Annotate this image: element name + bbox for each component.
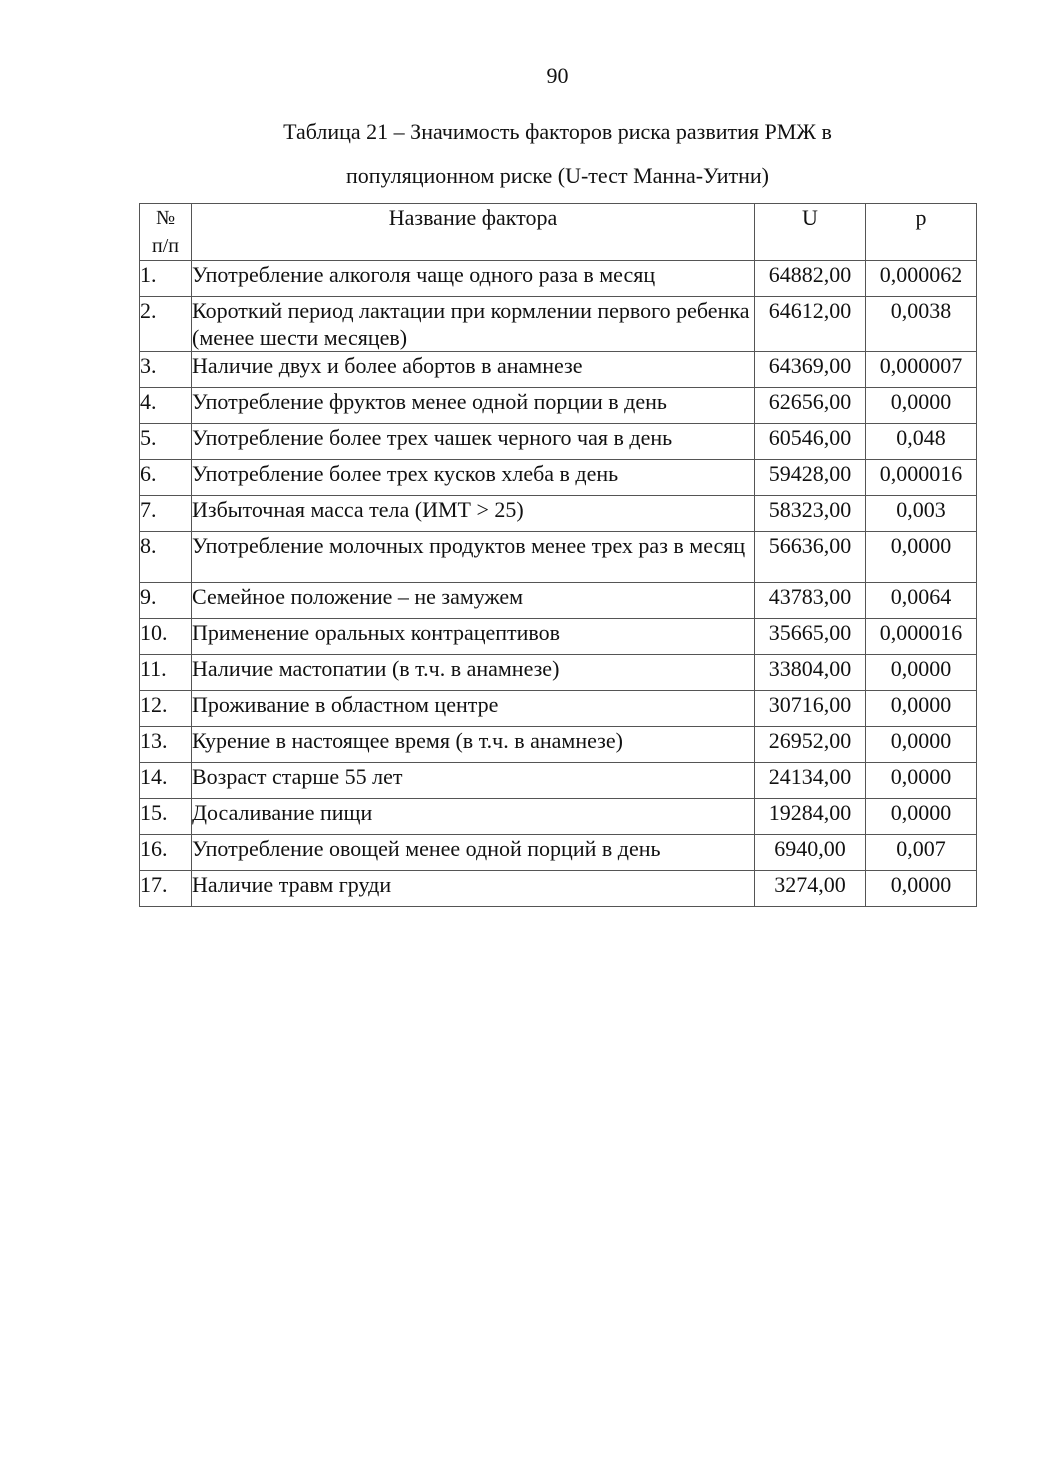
row-u-value: 33804,00 xyxy=(755,655,866,691)
table-caption-line-2: популяционном риске (U-тест Манна-Уитни) xyxy=(346,163,769,188)
row-u-value: 6940,00 xyxy=(755,835,866,871)
row-p-value: 0,0038 xyxy=(866,297,977,352)
row-u-value: 35665,00 xyxy=(755,619,866,655)
table-row xyxy=(140,871,977,907)
row-factor-name: Употребление более трех кусков хлеба в день xyxy=(192,460,755,496)
header-number xyxy=(140,204,192,261)
row-factor-name: Проживание в областном центре xyxy=(192,691,755,727)
row-p-value: 0,003 xyxy=(866,496,977,532)
row-factor-name: Наличие мастопатии (в т.ч. в анамнезе) xyxy=(192,655,755,691)
row-factor-name: Семейное положение – не замужем xyxy=(192,583,755,619)
table-caption-line-1: Таблица 21 – Значимость факторов риска развития РМЖ в xyxy=(283,119,832,144)
row-p-value: 0,0000 xyxy=(866,691,977,727)
row-u-value: 62656,00 xyxy=(755,388,866,424)
table-row xyxy=(140,763,977,799)
row-number: 7. xyxy=(140,496,192,532)
row-number: 1. xyxy=(140,261,192,297)
row-factor-name: Употребление алкоголя чаще одного раза в месяц xyxy=(192,261,755,297)
table-row xyxy=(140,424,977,460)
row-p-value: 0,0000 xyxy=(866,799,977,835)
row-u-value: 60546,00 xyxy=(755,424,866,460)
row-p-value: 0,0000 xyxy=(866,871,977,907)
row-p-value: 0,0000 xyxy=(866,727,977,763)
header-number-line-1: № xyxy=(155,207,176,229)
table-row xyxy=(140,297,977,352)
row-factor-name: Возраст старше 55 лет xyxy=(192,763,755,799)
row-p-value: 0,000007 xyxy=(866,352,977,388)
row-p-value: 0,000016 xyxy=(866,619,977,655)
table-body xyxy=(140,261,977,907)
header-p: p xyxy=(866,204,977,261)
row-p-value: 0,0000 xyxy=(866,532,977,583)
row-number: 14. xyxy=(140,763,192,799)
row-number: 8. xyxy=(140,532,192,583)
row-u-value: 30716,00 xyxy=(755,691,866,727)
row-p-value: 0,0000 xyxy=(866,655,977,691)
table-row xyxy=(140,799,977,835)
row-number: 17. xyxy=(140,871,192,907)
page-number: 90 xyxy=(546,63,569,88)
row-u-value: 19284,00 xyxy=(755,799,866,835)
row-factor-name: Короткий период лактации при кормлении первого ребенка (менее шести месяцев) xyxy=(192,297,755,352)
header-factor-name: Название фактора xyxy=(192,204,755,261)
row-p-value: 0,0000 xyxy=(866,763,977,799)
row-factor-name: Употребление фруктов менее одной порции в день xyxy=(192,388,755,424)
row-u-value: 56636,00 xyxy=(755,532,866,583)
table-row xyxy=(140,388,977,424)
row-u-value: 24134,00 xyxy=(755,763,866,799)
row-factor-name: Досаливание пищи xyxy=(192,799,755,835)
row-p-value: 0,000016 xyxy=(866,460,977,496)
row-factor-name: Избыточная масса тела (ИМТ > 25) xyxy=(192,496,755,532)
row-number: 10. xyxy=(140,619,192,655)
row-p-value: 0,0000 xyxy=(866,388,977,424)
row-number: 12. xyxy=(140,691,192,727)
row-factor-name: Употребление овощей менее одной порций в день xyxy=(192,835,755,871)
row-factor-name: Курение в настоящее время (в т.ч. в анамнезе) xyxy=(192,727,755,763)
table-row xyxy=(140,352,977,388)
row-number: 5. xyxy=(140,424,192,460)
row-u-value: 64612,00 xyxy=(755,297,866,352)
row-factor-name: Употребление более трех чашек черного чая в день xyxy=(192,424,755,460)
risk-factors-table xyxy=(139,203,977,907)
table-row xyxy=(140,691,977,727)
row-u-value: 64882,00 xyxy=(755,261,866,297)
row-number: 9. xyxy=(140,583,192,619)
table-row xyxy=(140,655,977,691)
row-p-value: 0,0064 xyxy=(866,583,977,619)
table-row xyxy=(140,532,977,583)
table-row xyxy=(140,460,977,496)
table-header-row xyxy=(140,204,977,261)
row-number: 3. xyxy=(140,352,192,388)
row-u-value: 58323,00 xyxy=(755,496,866,532)
header-u: U xyxy=(755,204,866,261)
row-factor-name: Применение оральных контрацептивов xyxy=(192,619,755,655)
table-row xyxy=(140,583,977,619)
row-p-value: 0,000062 xyxy=(866,261,977,297)
table-row xyxy=(140,496,977,532)
row-u-value: 3274,00 xyxy=(755,871,866,907)
row-u-value: 26952,00 xyxy=(755,727,866,763)
table-row xyxy=(140,835,977,871)
row-number: 13. xyxy=(140,727,192,763)
row-u-value: 64369,00 xyxy=(755,352,866,388)
table-row xyxy=(140,727,977,763)
row-factor-name: Наличие травм груди xyxy=(192,871,755,907)
table-row xyxy=(140,261,977,297)
row-p-value: 0,048 xyxy=(866,424,977,460)
row-number: 11. xyxy=(140,655,192,691)
row-factor-name: Наличие двух и более абортов в анамнезе xyxy=(192,352,755,388)
row-number: 16. xyxy=(140,835,192,871)
table-row xyxy=(140,619,977,655)
row-number: 6. xyxy=(140,460,192,496)
row-number: 15. xyxy=(140,799,192,835)
row-p-value: 0,007 xyxy=(866,835,977,871)
row-u-value: 59428,00 xyxy=(755,460,866,496)
row-number: 4. xyxy=(140,388,192,424)
row-number: 2. xyxy=(140,297,192,352)
header-number-line-2: п/п xyxy=(152,235,179,257)
row-u-value: 43783,00 xyxy=(755,583,866,619)
row-factor-name: Употребление молочных продуктов менее трех раз в месяц xyxy=(192,532,755,583)
